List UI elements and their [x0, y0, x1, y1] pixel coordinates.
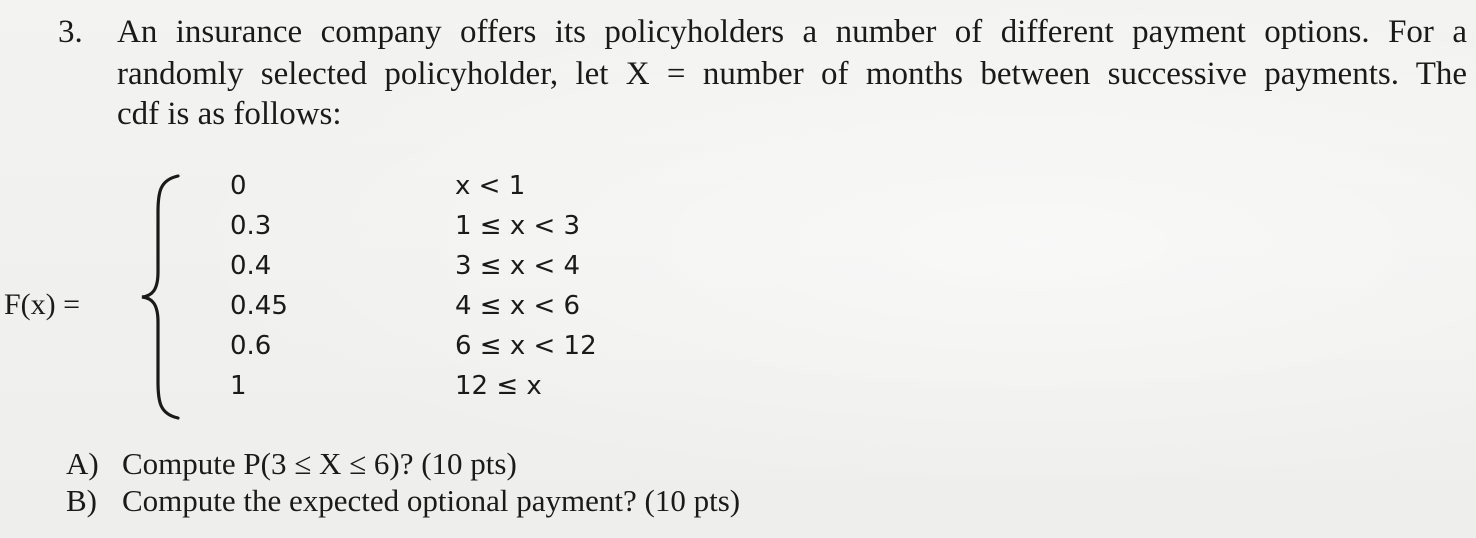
cdf-value-2: 0.4 [230, 251, 272, 281]
cdf-condition-4: 6 ≤ x < 12 [455, 331, 597, 361]
cdf-value-3: 0.45 [230, 291, 288, 321]
question-text-line-1: An insurance company offers its policyholders a number of different payment options. For a [117, 14, 1467, 50]
cdf-value-4: 0.6 [230, 331, 272, 361]
part-a-text: Compute P(3 ≤ X ≤ 6)? (10 pts) [122, 446, 517, 481]
cdf-label: F(x) = [4, 288, 81, 321]
cdf-condition-3: 4 ≤ x < 6 [455, 291, 581, 321]
cdf-condition-1: 1 ≤ x < 3 [455, 211, 581, 241]
cdf-value-0: 0 [230, 171, 247, 201]
question-text-line-2: randomly selected policyholder, let X = number of months between successive payments. The [117, 56, 1467, 92]
cdf-condition-0: x < 1 [455, 171, 526, 201]
question-text-line-3: cdf is as follows: [117, 96, 342, 132]
part-a-label: A) [66, 446, 99, 481]
part-b-text: Compute the expected optional payment? (10 pts) [122, 483, 741, 518]
question-number: 3. [58, 14, 83, 50]
left-brace-icon [138, 172, 188, 422]
cdf-value-5: 1 [230, 371, 247, 401]
cdf-condition-5: 12 ≤ x [455, 371, 542, 401]
part-b-label: B) [66, 483, 97, 518]
cdf-value-1: 0.3 [230, 211, 272, 241]
cdf-condition-2: 3 ≤ x < 4 [455, 251, 581, 281]
